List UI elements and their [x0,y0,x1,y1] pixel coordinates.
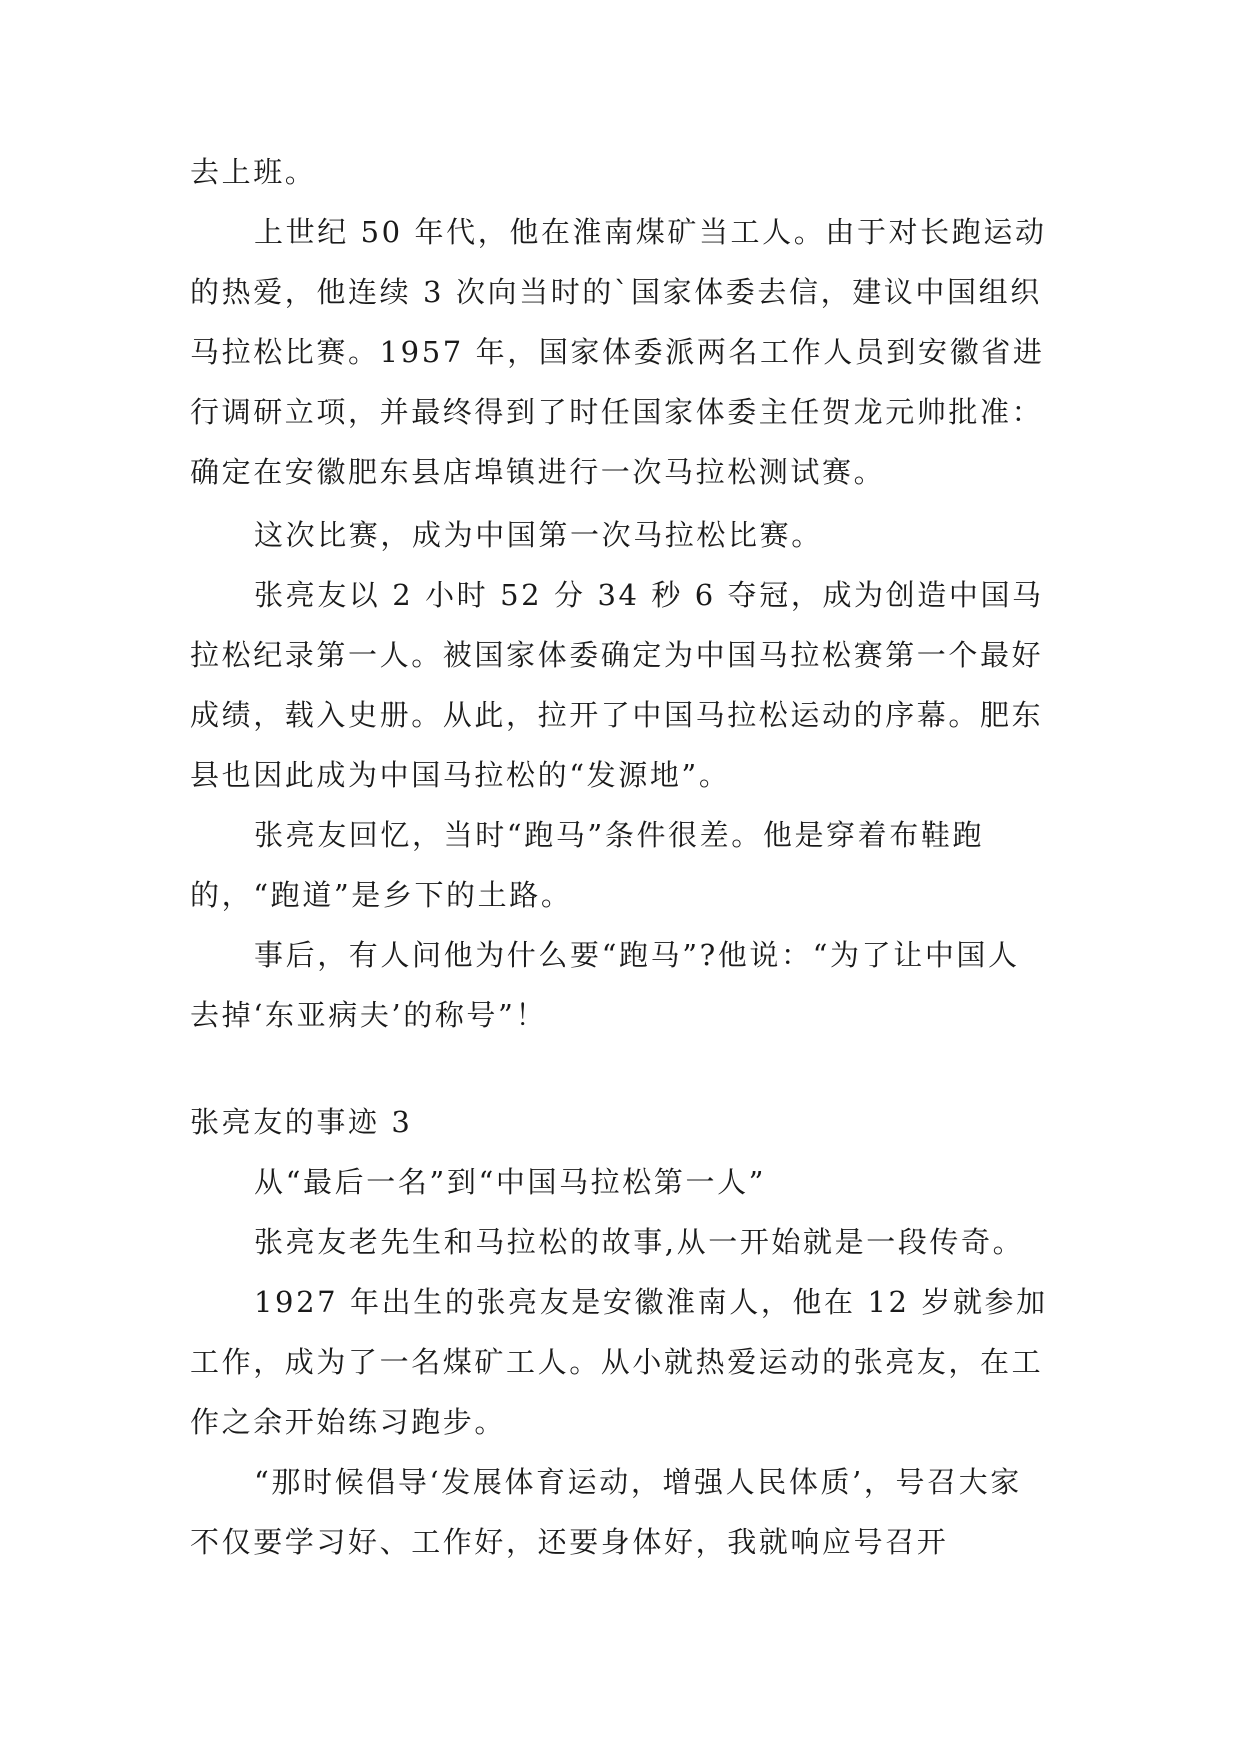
paragraph-conditions: 张亮友回忆，当时“跑马”条件很差。他是穿着布鞋跑的，“跑道”是乡下的土路。 [190,818,985,912]
paragraph-biography: 1927 年出生的张亮友是安徽淮南人，他在 12 岁就参加工作，成为了一名煤矿工人。从小就热爱运动的张亮友，在工作之余开始练习跑步。 [190,1285,1048,1439]
paragraph-first-marathon: 这次比赛，成为中国第一次马拉松比赛。 [254,518,823,552]
paragraph-legend: 张亮友老先生和马拉松的故事,从一开始就是一段传奇。 [254,1225,1025,1259]
paragraph-1950s-history: 上世纪 50 年代，他在淮南煤矿当工人。由于对长跑运动的热爱，他连续 3 次向当时的`国家体委去信，建议中国组织马拉松比赛。1957 年，国家体委派两名工作人员到安徽省进行调研立项，并最终得到了时任国家体委主任贺龙元帅批准：确定在安徽肥东县店埠镇进行一次马拉松测试赛。 [190,215,1047,489]
section-subtitle: 从“最后一名”到“中国马拉松第一人” [254,1165,767,1199]
paragraph-continuation: 去上班。 [190,155,317,189]
section-heading: 张亮友的事迹 3 [190,1105,413,1139]
paragraph-slogan: “那时候倡导‘发展体育运动，增强人民体质’，号召大家不仅要学习好、工作好，还要身体好，我就响应号召开 [190,1465,1022,1559]
paragraph-quote: 事后，有人问他为什么要“跑马”?他说：“为了让中国人去掉‘东亚病夫’的称号”！ [190,938,1020,1032]
paragraph-record: 张亮友以 2 小时 52 分 34 秒 6 夺冠，成为创造中国马拉松纪录第一人。被国家体委确定为中国马拉松赛第一个最好成绩，载入史册。从此，拉开了中国马拉松运动的序幕。肥东县也因此成为中国马拉松的“发源地”。 [190,578,1044,792]
